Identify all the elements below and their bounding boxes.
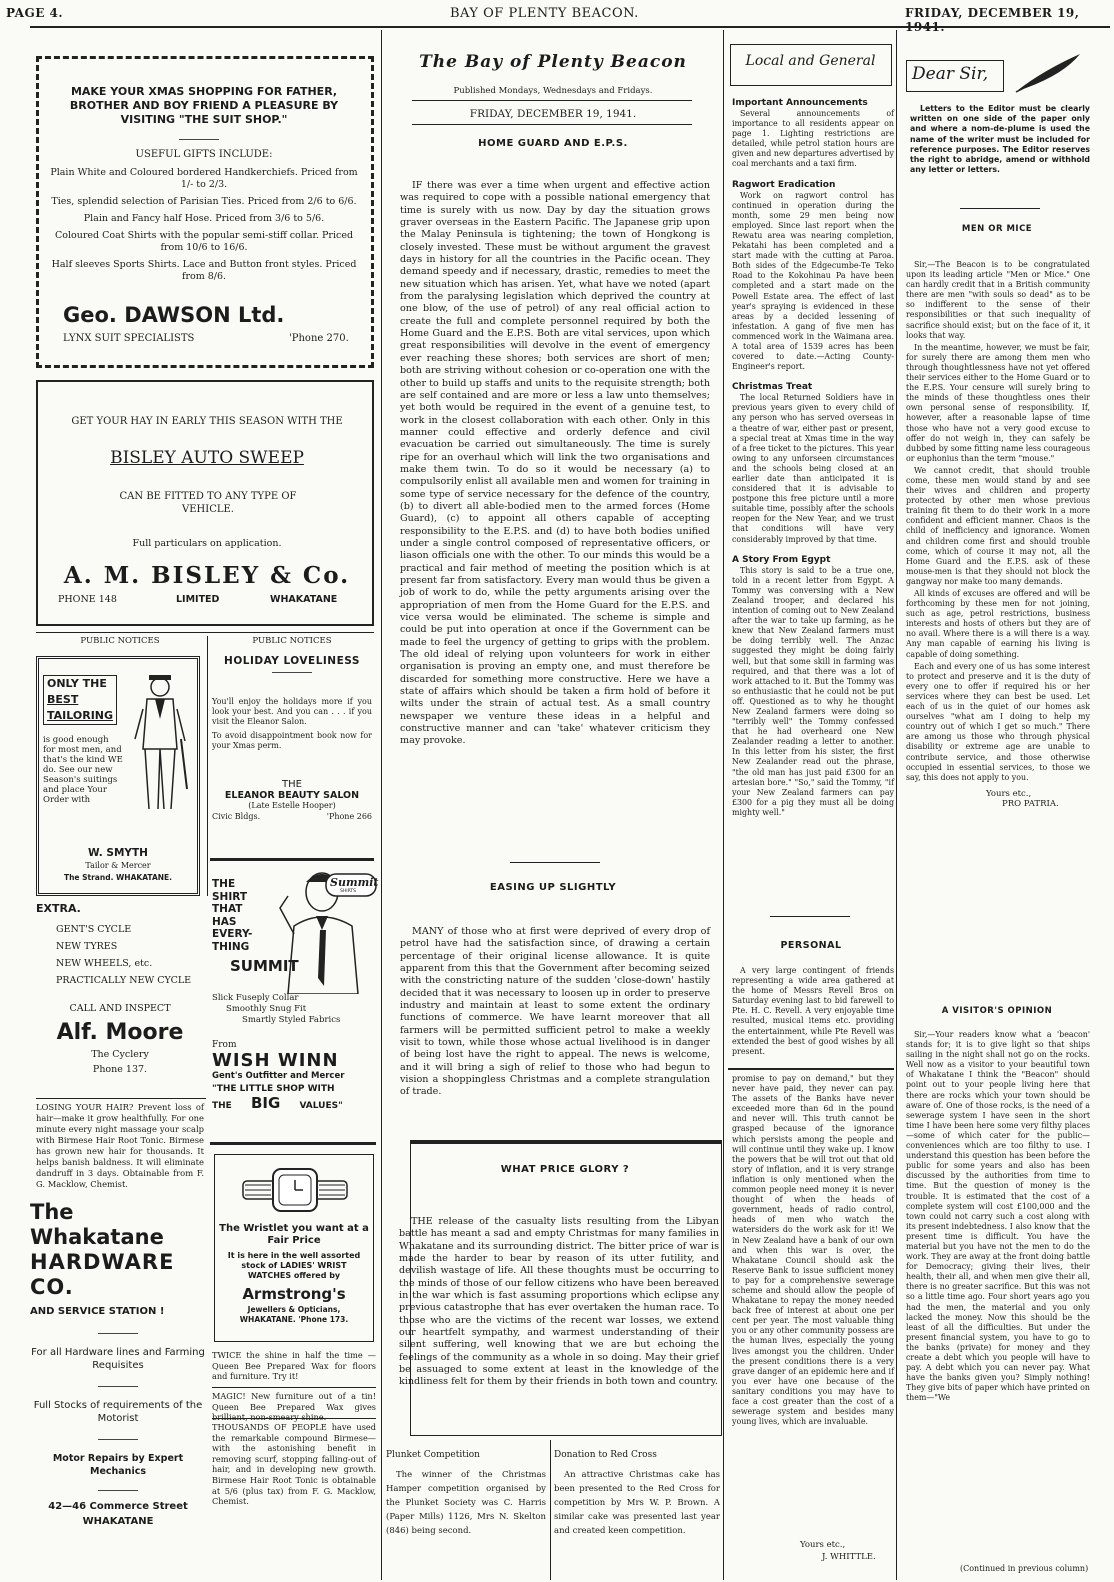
glory-title: WHAT PRICE GLORY ? [500,1164,630,1175]
bisley-firm: A. M. BISLEY & Co. [63,562,351,589]
cycle-name: Alf. Moore [56,1020,184,1045]
smyth-headline [43,675,117,725]
suit-shop-item: Coloured Coat Shirts with the popular semi-stiff collar. Priced from 10/6 to 16/6. [54,230,354,253]
losing-hair-notice: LOSING YOUR HAIR? Prevent loss of hair—make it grow healthfully. For one minute every night massage your scalp with Birmese Hair Root Tonic. Birmese has grown new hair for thousands. It helps banish baldness. It will eliminate dandruff in 3 days. Obtainable from F. G. Macklow, Chemist. [36,1102,204,1189]
column-rule [381,30,382,1580]
wristwatch-icon [241,1163,349,1217]
wristlet-title: The Wristlet you want at a Fair Price [219,1223,369,1246]
hardware-co: HARDWARE CO. [30,1250,175,1299]
slogan-big: BIG [250,1094,281,1112]
hardware-item: Motor Repairs by Expert Mechanics [52,1453,184,1477]
summit-word: SHIRT [212,890,248,903]
summit-word: HAS [212,915,237,928]
letters-logo [902,50,1092,100]
bisley-ad [36,380,374,626]
local-heading: Ragwort Eradication [732,179,836,190]
visitor-letter: Sir,—Your readers know what a 'beacon' stands for; it is to give light so that ships sailing in the night shall not go on the rocks. Well now as a visitor to your beautiful town of Whakatane I think the "Beacon" should point out to your people living here that there are rocks which your town should be aware of. One of those rocks, is the need of a sewerage system I have seen in the short time I have been here some very filthy places—some of which cater for the public—conveniences which are too filthy to use. I understand this question has been before the public for some years and also has been discussed by the authorities from time to time. But the question of money is the trouble. It is estimated that the cost of a complete system will cost £100,000 and the town could not carry such a cost along with its present indebtedness. I also know that the present time is difficult. You have the material but you have not the men to do the work. They are away at the front doing battle for Democracy; giving their lives, their health, their all, and when men give their all, there is no greater sacrifice. But this was not so a little time ago. Four short years ago you had the men, the material and you only lacked the money. Now this should be the least of all the difficulties. But under the present financial system, you have to go to the banks (private) for money and they create a debt which you people will have to pay. A debt which you can never pay. What have the banks given you? Simply nothing! They give bits of paper which have printed on them—"We [906,1030,1090,1403]
hardware-ad [30,1200,206,1527]
masthead: The Bay of Plenty Beacon [419,52,687,72]
suit-shop-headline: MAKE YOUR XMAS SHOPPING FOR FATHER, BROTHER AND BOY FRIEND A PLEASURE BY VISITING "THE SUIT SHOP." [69,85,339,126]
summit-desc-line: Smoothly Snug Fit [226,1004,307,1014]
wish-winn: WISH WINN [212,1050,339,1071]
salon-phone: 'Phone 266 [326,812,372,821]
wax-notice-magic: MAGIC! New furniture out of a tin! Queen Bee Prepared Wax gives [212,1391,376,1412]
slogan-the: THE [212,1101,232,1111]
armstrong-trade: Jewellers & Opticians, [247,1305,341,1314]
summit-desc [212,993,378,1026]
salon-name: ELEANOR BEAUTY SALON [224,790,360,801]
visitor-title: A VISITOR'S OPINION [941,1006,1053,1016]
continued-note: (Continued in previous column) [960,1564,1089,1573]
hardware-address: 42—46 Commerce Street [48,1501,188,1512]
home-guard-title: HOME GUARD AND E.P.S. [478,138,628,149]
smyth-headline-line: BEST [47,693,79,706]
salon-late: (Late Estelle Hooper) [248,801,336,810]
pro-patria-sign-1: Yours etc., [986,788,1032,799]
tailor-figure-icon [127,669,193,819]
salon-place [212,812,372,821]
cycle-items [56,921,204,989]
local-sections [732,94,894,818]
red-cross-item [554,1446,720,1538]
whittle-sign-1: Yours etc., [800,1540,846,1550]
public-notices-heading: PUBLIC NOTICES [80,636,160,646]
suit-shop-item: Half sleeves Sports Shirts. Lace and Button front styles. Priced from 8/6. [51,259,357,282]
suit-shop-subhead: USEFUL GIFTS INCLUDE: [135,149,273,160]
local-heading: Christmas Treat [732,382,813,393]
smyth-trade: Tailor & Mercer [85,861,151,870]
summit-logo-sub: SHIRTS [340,889,356,894]
cycle-item: PRACTICALLY NEW CYCLE [56,975,192,986]
smyth-name: W. SMYTH [88,847,148,859]
summit-word: THE [212,878,236,890]
glory-text: THE release of the casualty lists resulting from the Libyan battle has meant a sad and empty Christmas for many families in Whakatane and its surrounding district. The bitter price of war is made the harder to bear by reason of its utter futility, and devilish wastage of life. All these thoughts must be occurring to the minds of those of our fellow citizens who have been bereaved in the war which is fast assuming proportions which eclipse any previous catastrophe that has ever overtaken the human race. To those who are the victims of the recent war losses, we extend our heartfelt sympathy, and warmest understanding of their silent suffering, well knowing that we are but echoing the feelings of the community as a whole in so doing. May their grief be assuaged to some extent at least in the knowledge of the kindliness felt for them by their friends in both town and country. [399,1216,719,1388]
personal-text: A very large contingent of friends representing a wide area gathered at the home of Messrs Revell Bros on Saturday evening last to bid farewell to Pte. H. C. Revell. A very enjoyable time resulted, musical items etc. providing the entertainment, while Pte Revell was extended the best of good wishes by all present. [732,966,894,1056]
bisley-intro: GET YOUR HAY IN EARLY THIS SEASON WITH THE [71,416,343,427]
home-guard-text: IF there was ever a time when urgent and effective action was required to cope with a possible national emergency that time is surely with us now. Day by day the situation grows graver overseas in the Eastern Pacific. The Japanese grip upon the Malay Peninsula is tightening; the town of Hongkong is closely invested. These must be without argument the gravest days in history for all the countries in the Pacific ocean. They demand speedy and if necessary, drastic, remedies to meet the new situation which has arisen. Yet, what have we noted (apart from the paralysing legislation which deprived the country at one blow, of the use of petrol) of any real official action to create the full and complete personnel required by both the Home Guard and the E.P.S. Both are vital services, upon which great responsibilities will devolve in the event of emergency ever reaching these shores; both services are short of men; both are striving without cohesion or co-operation one with the other to build up staffs and units to the requisite strength; both are self contained and are more or less a law unto themselves; yet both would be required in the event of a genuine test, to work in the closest collaboration with each other. Only in this manner could effective and orderly defence and civil evacuation be carried out simultaneously. The time is surely ripe for an overhaul which will link the two organisations and make them twin. To do so it would be necessary (a) to compulsorily enlist all available men and women for training in some type of service necessary for the defence of the country, (b) to divert all able-bodied men to the armed forces (Home Guard), (c) to appoint all others capable of accepting responsibility to the E.P.S. and (d) to have both bodies unified under a single control composed of representative officers, or liason officials one with the other. To our minds this would be a practical and fair method of meeting the position which is at present far from satisfactory. Every man would thus be given a job of work to do, while the petty arguments arising over the appropriation of men from the Home Guard for the E.P.S. and vice versa would be eliminated. The scheme is simple and could be put into operation at once if the Government can be made to feel the urgency of getting to grips with the problem. The old ideal of relying upon volunteers for work in either organisation is proving an empty one, and must therefore be discarded for something more constructive. Here we have a state of affairs which should be taken a firm hold of before it wilts under the strain of actual test. As a small country newspaper we venture these ideas in a helpful and constructive manner and can 'take' whatever criticism they may provoke. [400,180,710,747]
wish-winn-slogan: "THE LITTLE SHOP WITH [212,1084,335,1094]
salon-the: THE [282,779,302,790]
cycle-ad [36,902,204,1075]
cycle-call: CALL AND INSPECT [69,1003,171,1014]
dawson-phone: 'Phone 270. [289,333,349,344]
cycle-extra: EXTRA. [36,902,81,915]
local-text: Work on ragwort control has continued in operation during the month, some 29 men being now employed. Since last report when the Rewatu area was nearing completion, Pekatahi has been completed and a start made with the cutting at Paroa. Both sides of the Edgecumbe-Te Teko Road to the Kokohinau Pa have been completed and a start made on the Powell Estate area. The effect of last year's spraying is evidenced in these areas by a decided lessening of infestation. A gang of five men has commenced work in the Waimana area. A total area of 1539 acres has been covered to date.—Acting County-Engineer's report. [732,190,894,372]
cycle-item: GENT'S CYCLE [56,924,132,935]
pro-patria-sign-2: PRO PATRIA. [1002,798,1059,809]
cycle-item: NEW TYRES [56,941,118,952]
men-mice-para: Sir,—The Beacon is to be congratulated upon its leading article "Men or Mice." One can hardly credit that in a British community there are men "with souls so dead" as to be so indifferent to the sense of their responsibilities or that such inequality of sacrifice should exist; but on the face of it, it looks that way. [906,260,1090,340]
hardware-item: Full Stocks of requirements of the Motorist [33,1400,203,1424]
hardware-name: The Whakatane [30,1200,164,1249]
summit-desc-line: Smartly Styled Fabrics [242,1015,341,1025]
red-cross-title: Donation to Red Cross [554,1450,657,1460]
plunket-item [386,1446,546,1538]
column-rule [723,30,724,1580]
plunket-title: Plunket Competition [386,1450,480,1460]
summit-word: THING [212,940,250,953]
header-rule [30,26,1110,28]
wish-winn-sub: Gent's Outfitter and Mercer [212,1071,345,1081]
men-mice-para: In the meantime, however, we must be fair, for surely there are among them men who through thoughtlessness have not yet offered their services either to the Home Guard or to the E.P.S. Your censure will surely bring to the minds of these thoughtless ones their own personal sense of responsibility. If, however, after a reasonable lapse of time those who have not a very good excuse to offer do not weigh in, they can safely be dubbed by some fitting name less courageous or euphonius than the term "mouse." [906,342,1090,463]
local-heading: Important Announcements [732,98,868,108]
cycle-shop: The Cyclery [91,1049,149,1060]
summit-word: EVERY- [212,928,253,940]
bisley-product: BISLEY AUTO SWEEP [110,448,304,468]
wristlet-body: It is here in the well assorted stock of LADIES' WRIST WATCHES offered by [227,1251,361,1280]
smyth-headline-line: ONLY THE [47,677,107,690]
hardware-service: AND SERVICE STATION ! [30,1306,165,1317]
paper-name: BAY OF PLENTY BEACON. [450,6,639,21]
bisley-particulars: Full particulars on application. [132,538,282,549]
bisley-phone: PHONE 148 [58,594,117,605]
published-line: Published Mondays, Wednesdays and Fridays. [453,86,653,96]
suit-shop-item: Plain and Fancy half Hose. Priced from 3/6 to 5/6. [83,213,325,224]
public-notices-heading: PUBLIC NOTICES [252,636,332,646]
holiday-ad [212,654,372,854]
birmese-notice: THOUSANDS OF PEOPLE have used the remarkable compound Birmese—with the astonishing benefit in removing scurf, stopping falling-out of hair, and in developing new growth. Birmese Hair Root Tonic is obtainable at 5/6 (plus tax) from F. G. Macklow, Chemist. [212,1422,376,1507]
header-date: FRIDAY, DECEMBER 19, [905,6,1080,20]
local-text: Several announcements of importance to all residents appear on page 1. Lighting restrictions are detailed, while petrol station hours are given and new departures advertised by coal merchants and a taxi firm. [732,109,894,169]
quill-pen-icon [1014,50,1084,94]
summit-desc-line: Slick Fuseply Collar [212,993,299,1003]
suit-shop-item: Ties, splendid selection of Parisian Ties. Priced from 2/6 to 6/6. [51,196,357,207]
armstrong-town: WHAKATANE. 'Phone 173. [239,1315,349,1324]
holiday-body: You'll enjoy the holidays more if you look your best. And you can . . . if you visit the Eleanor Salon. [212,697,372,726]
letters-logo-text: Dear Sir, [912,64,989,84]
suit-shop-ad [36,56,374,368]
dawson-tagline: LYNX SUIT SPECIALISTS [63,333,195,344]
personal-title: PERSONAL [780,940,842,951]
smyth-address: The Strand. WHAKATANE. [63,873,173,882]
column-rule [896,30,897,1580]
glory-box [399,1140,722,1436]
local-heading: A Story From Egypt [732,554,831,565]
salon-location: Civic Bldgs. [212,812,261,821]
page-number: PAGE 4. [6,6,64,20]
suit-shop-item: Plain White and Coloured bordered Handkerchiefs. Priced from 1/- to 2/3. [50,167,358,190]
local-text: This story is said to be a true one, told in a recent letter from Egypt. A Tommy was conversing with a New Zealand trooper, and declared his intention of coming out to New Zealand after the war to take up farming, as he knew that New Zealand farmers must be doing terribly well. The Anzac suggested they might be doing fairly well, but that some skill in farming was required, and that there was a lot of work attached to it. But the Tommy was so enthusiastic that he could not be put off. Questioned as to why he thought New Zealand farmers were doing so "terribly well" the Tommy confessed that he had overheard one New Zealander reading a letter to another. In this letter from his sister, the first New Zealander read out the phrase, "the old man has just paid £300 for an artesian bore." "So," said the Tommy, "if your New Zealand farmers can pay £300 for a pig they must all be doing mighty well." [732,565,894,817]
easing-text: MANY of those who at first were deprived of every drop of petrol have had the satisfaction since, of drawing a certain percentage of their original license allowance. It is quite apparent from this that the Government after becoming seized with the constricting nature of the sudden 'close-down' hastily decided that it was necessary to loosen up in order to preserve industry and maintain at least to some extent the ordinary functions of commerce. We have learnt moreover that all farmers will be permitted sufficient petrol to make a weekly visit to town, while those whose actual livelihood is in danger of being lost have the right to appeal. The news is welcome, and it will bring a sigh of relief to those who had begun to vision a shoppingless Christmas and a complete strangulation of trade. [400,926,710,1098]
wristlet-ad [214,1154,374,1342]
red-cross-text: An attractive Christmas cake has been presented to the Red Cross for competition by Mrs W. P. Brown. A similar cake was presented last year and created keen competition. [554,1470,720,1536]
bisley-town: WHAKATANE [270,594,338,605]
hardware-item: For all Hardware lines and Farming Requisites [31,1347,205,1371]
slogan-values: VALUES" [299,1101,343,1111]
men-mice-title: MEN OR MICE [961,224,1033,234]
suit-shop-items [47,167,361,283]
local-general-box [730,44,892,86]
local-general-title: Local and General [745,53,876,69]
hardware-town: WHAKATANE [82,1516,154,1527]
editorial-date: FRIDAY, DECEMBER 19, 1941. [469,108,637,120]
men-mice-para: Each and every one of us has some interest to protect and preserve and it is the duty of every one to offer if required his or her services where they can best be used. Let each of us in the quiet of our homes ask ourselves "what am I doing to help my country out of which I get so much." There are among us those who through physical disability or extreme age are unable to contribute service, and those otherwise occupied in essential services, to those we say, this does not apply to you. [906,661,1090,782]
wish-winn-slogan-2 [212,1094,378,1112]
summit-logo: Summit [330,876,379,889]
summit-from: From [212,1040,237,1050]
smyth-ad [36,656,200,896]
armstrong-firm: Armstrong's [242,1285,346,1303]
men-mice-para: We cannot credit, that should trouble come, these men would stand by and see their wives and children and property protected by other men whose previous training fit them to do their work in a more confident and efficient manner. Chaos is the child of inefficiency and ignorance. Women and children come first and should trouble come, which of course it may not, all the Home Guard and the E.P.S. ask of these mouse-men is that they should not block the gangway nor make too many demands. [906,465,1090,586]
wax-notice-twice: TWICE the shine in half the time —Queen Bee Prepared Wax for floors and furniture. Try it! [212,1350,376,1382]
holiday-title: HOLIDAY LOVELINESS [224,655,360,667]
summit-word: THAT [212,903,243,915]
plunket-text: The winner of the Christmas Hamper competition organised by the Plunket Society was C. Harris (Paper Mills) 1126, Mrs N. Skelton (846) being second. [386,1470,546,1536]
whittle-sign-2: J. WHITTLE. [822,1552,876,1562]
men-mice-para: All kinds of excuses are offered and will be forthcoming by these men for not joining, such as age, petrol restrictions, business interests and hosts of others but they are of no avail. Where there is a will there is a way. Any man capable of earning his living is capable of doing something. [906,589,1090,659]
smyth-headline-line: TAILORING [47,709,114,722]
cycle-phone: Phone 137. [92,1064,148,1075]
summit-brand: SUMMIT [230,957,299,975]
summit-ad [212,868,379,1112]
men-mice-letter [906,260,1090,809]
letters-notice: Letters to the Editor must be clearly written on one side of the paper only and where a nom-de-plume is used the name of the writer must be included for reference purposes. The Editor reserves the right to abridge, amend or withhold any letter or letters. [910,104,1090,175]
bisley-fitting: CAN BE FITTED TO ANY TYPE OF VEHICLE. [119,491,297,515]
local-text: The local Returned Soldiers have in previous years given to every child of any person who has served overseas in a theatre of war, either past or present, a special treat at Xmas time in the way of a free ticket to the pictures. This year owing to any unforseen circumstances and the schools being closed at an earlier date than anticipated it is considered that it is advisable to postpone this free picture until a more suitable time, possibly after the schools reopen for the New Year, and we trust that conditions will have very considerably improved by that time. [732,393,894,544]
dawson-firm: Geo. DAWSON Ltd. [63,303,285,327]
whittle-letter: promise to pay on demand," but they never have paid, they never can pay. The assets of the Banks have never exceeded more than 6d in the pound and never will. This truth cannot be grasped because of the ignorance which persists among the people and will continue until they wake up. I know the powers that be will trot out that old story of inflation, and it is very strange inflation is only mentioned when the common people need money it is never thought of when the heads of government, heads of radio control, heads of men who watch the watersiders do the work ask for it! We in New Zealand have a bank of our own and when this war is over, the Whakatane Council should ask the Reserve Bank to issue sufficient money to pay for a comprehensive sewerage scheme and should allow the people of Whakatane to repay the money needed back free of interest at about one per cent per year. The most valuable thing you or any other community possess are the human lives, especially the young lives amongst you the children. Under the present conditions there is a very grave danger of an epidemic here and if you ever have one because of the sanitary conditions you may have to face a cost greater than the cost of a sewerage system and besides many young lives, which are invaluable. [732,1074,894,1427]
easing-title: EASING UP SLIGHTLY [489,882,617,893]
smyth-body: is good enough for most men, and that's the kind WE do. See our new Season's suitings and place Your Order with [43,735,123,805]
bisley-limited: LIMITED [176,594,220,605]
cycle-item: NEW WHEELS, etc. [56,958,153,969]
holiday-book: To avoid disappointment book now for your Xmas perm. [212,731,372,750]
